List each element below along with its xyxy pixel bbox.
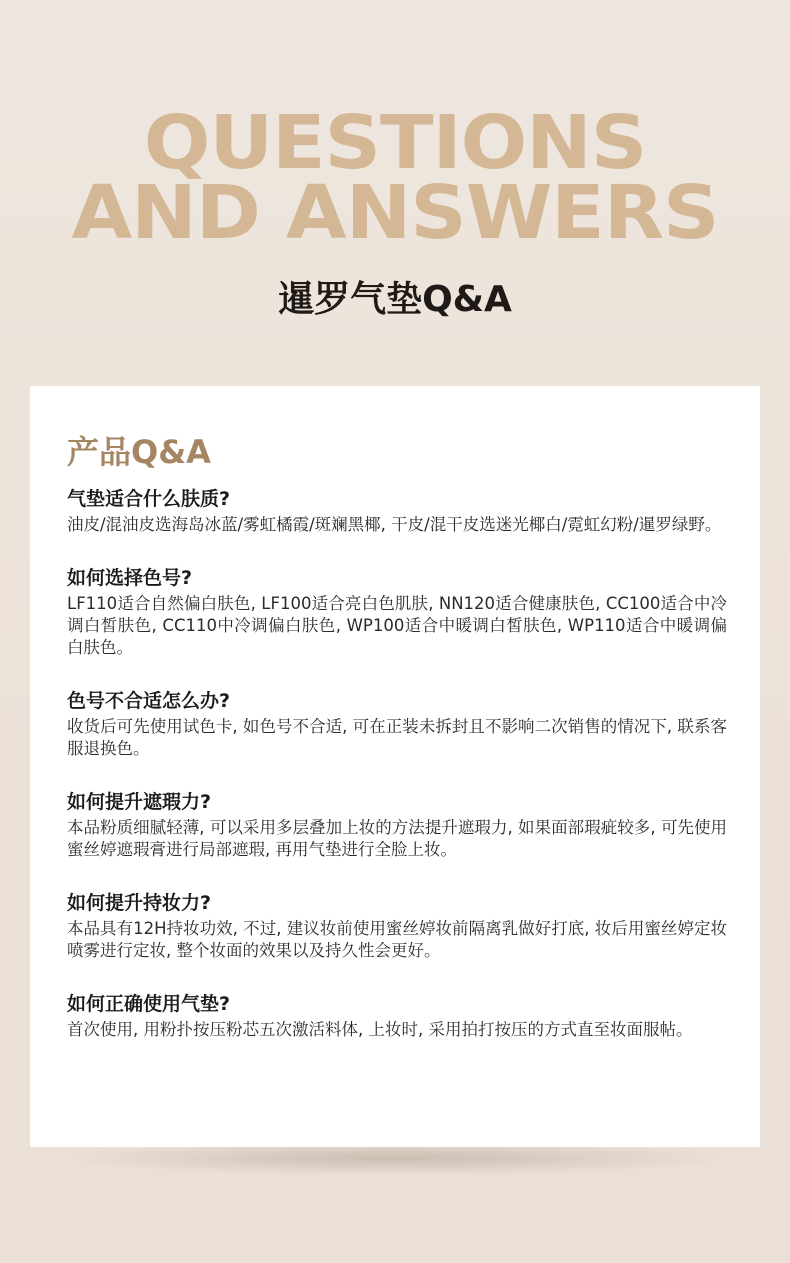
faq-answer: LF110适合自然偏白肤色, LF100适合亮白色肌肤, NN120适合健康肤色, CC100适合中冷调白皙肤色, CC110中冷调偏白肤色, WP100适合中暖调白皙肤色, WP110适合中暖调偏白肤色。 bbox=[67, 594, 727, 657]
faq-item-usage bbox=[67, 989, 727, 1041]
faq-answer: 本品粉质细腻轻薄, 可以采用多层叠加上妆的方法提升遮瑕力, 如果面部瑕疵较多, 可先使用蜜丝婷遮瑕膏进行局部遮瑕, 再用气垫进行全脸上妆。 bbox=[67, 818, 727, 859]
faq-question: 如何提升持妆力? bbox=[67, 892, 212, 914]
hero-heading bbox=[0, 100, 790, 256]
faq-question: 气垫适合什么肤质? bbox=[67, 488, 231, 510]
faq-question: 如何正确使用气垫? bbox=[67, 993, 231, 1015]
faq-answer: 油皮/混油皮选海岛冰蓝/雾虹橘霞/斑斓黑椰, 干皮/混干皮选迷光椰白/霓虹幻粉/暹罗绿野。 bbox=[67, 515, 722, 534]
faq-answer: 收货后可先使用试色卡, 如色号不合适, 可在正装未拆封且不影响二次销售的情况下, 联系客服退换色。 bbox=[67, 717, 727, 758]
faq-card-title: 产品Q&A bbox=[67, 433, 211, 471]
hero-line-questions: QUESTIONS bbox=[143, 100, 647, 186]
faq-question: 如何选择色号? bbox=[67, 567, 193, 589]
faq-item-wrong-shade bbox=[67, 686, 727, 760]
faq-question: 色号不合适怎么办? bbox=[67, 690, 231, 712]
faq-item-coverage bbox=[67, 787, 727, 861]
faq-item-longevity bbox=[67, 888, 727, 962]
faq-card bbox=[30, 386, 760, 1147]
faq-item-shade-selection bbox=[67, 563, 727, 659]
faq-list bbox=[67, 484, 727, 1068]
faq-answer: 首次使用, 用粉扑按压粉芯五次激活料体, 上妆时, 采用拍打按压的方式直至妆面服帖。 bbox=[67, 1020, 693, 1039]
page-subtitle: 暹罗气垫Q&A bbox=[278, 279, 512, 320]
faq-answer: 本品具有12H持妆功效, 不过, 建议妆前使用蜜丝婷妆前隔离乳做好打底, 妆后用蜜丝婷定妆喷雾进行定妆, 整个妆面的效果以及持久性会更好。 bbox=[67, 919, 727, 960]
faq-question: 如何提升遮瑕力? bbox=[67, 791, 212, 813]
faq-item-skin-type bbox=[67, 484, 727, 536]
hero-line-answers: AND ANSWERS bbox=[71, 170, 719, 256]
